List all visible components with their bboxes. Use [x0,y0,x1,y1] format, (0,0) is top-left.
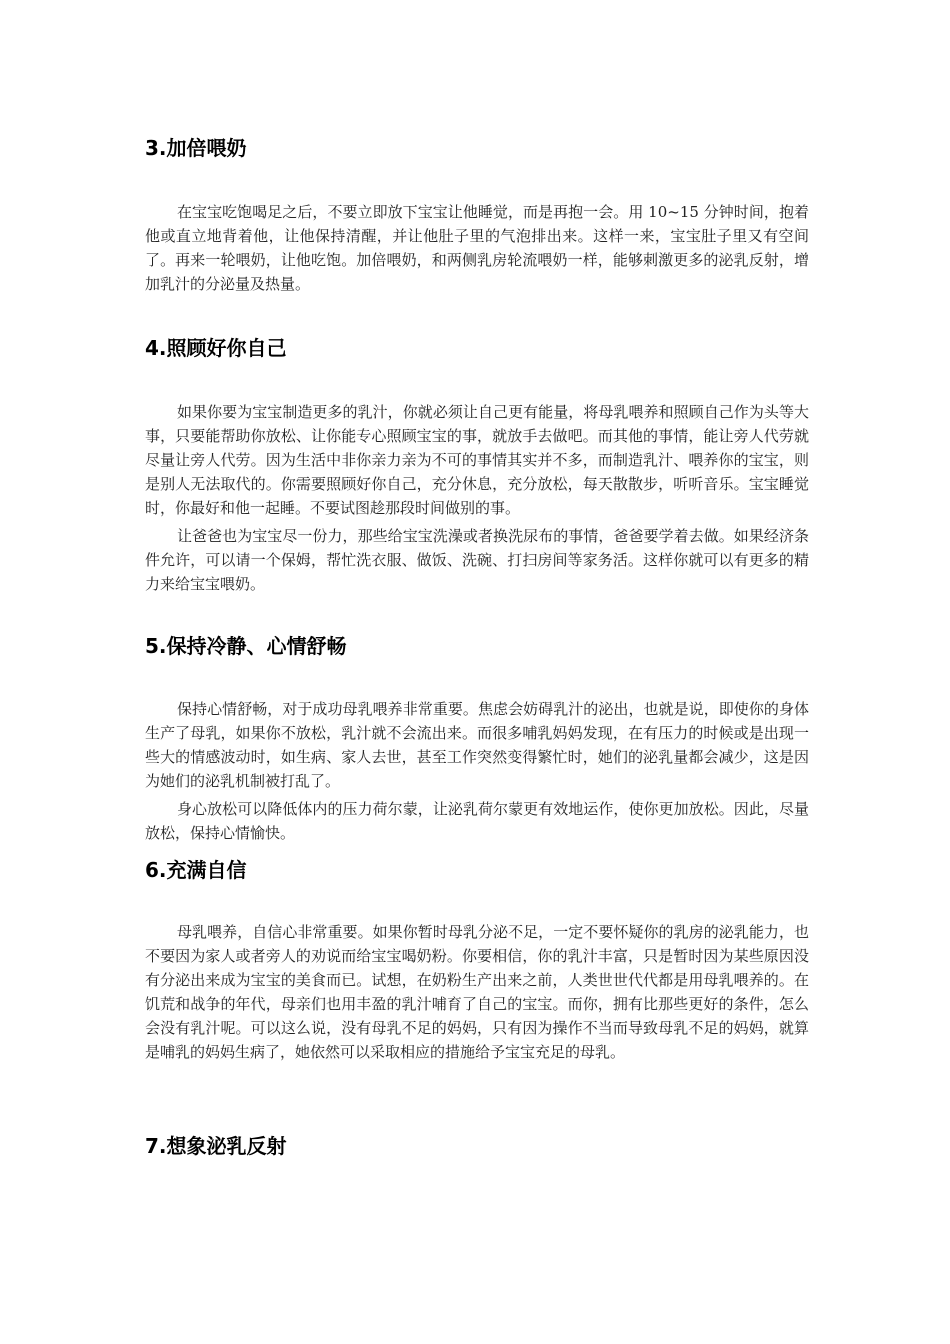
section-5-paragraph-1: 保持心情舒畅，对于成功母乳喂养非常重要。焦虑会妨碍乳汁的泌出，也就是说，即使你的身体生产了母乳，如果你不放松，乳汁就不会流出来。而很多哺乳妈妈发现，在有压力的时候或是出现一些大的情感波动时，如生病、家人去世，甚至工作突然变得繁忙时，她们的泌乳量都会减少，这是因为她们的泌乳机制被打乱了。 [145,700,809,790]
section-heading-7: 7.想象泌乳反射 [145,1134,287,1158]
section-6-paragraph-1: 母乳喂养，自信心非常重要。如果你暂时母乳分泌不足，一定不要怀疑你的乳房的泌乳能力，也不要因为家人或者旁人的劝说而给宝宝喝奶粉。你要相信，你的乳汁丰富，只是暂时因为某些原因没有分泌出来成为宝宝的美食而已。试想，在奶粉生产出来之前，人类世世代代都是用母乳喂养的。在饥荒和战争的年代，母亲们也用丰盈的乳汁哺育了自己的宝宝。而你，拥有比那些更好的条件，怎么会没有乳汁呢。可以这么说，没有母乳不足的妈妈，只有因为操作不当而导致母乳不足的妈妈，就算是哺乳的妈妈生病了，她依然可以采取相应的措施给予宝宝充足的母乳。 [145,923,809,1061]
section-4-paragraph-2: 让爸爸也为宝宝尽一份力，那些给宝宝洗澡或者换洗尿布的事情，爸爸要学着去做。如果经济条件允许，可以请一个保姆，帮忙洗衣服、做饭、洗碗、打扫房间等家务活。这样你就可以有更多的精力来给宝宝喂奶。 [145,527,809,593]
section-3-paragraph-1: 在宝宝吃饱喝足之后，不要立即放下宝宝让他睡觉，而是再抱一会。用 10~15 分钟时间，抱着他或直立地背着他，让他保持清醒，并让他肚子里的气泡排出来。这样一来，宝宝肚子里又有空间了。再来一轮喂奶，让他吃饱。加倍喂奶，和两侧乳房轮流喂奶一样，能够刺激更多的泌乳反射，增加乳汁的分泌量及热量。 [145,203,809,293]
section-5-paragraph-2: 身心放松可以降低体内的压力荷尔蒙，让泌乳荷尔蒙更有效地运作，使你更加放松。因此，尽量放松，保持心情愉快。 [145,800,809,842]
section-heading-5: 5.保持冷静、心情舒畅 [145,634,347,658]
section-4-paragraph-1: 如果你要为宝宝制造更多的乳汁，你就必须让自己更有能量，将母乳喂养和照顾自己作为头等大事，只要能帮助你放松、让你能专心照顾宝宝的事，就放手去做吧。而其他的事情，能让旁人代劳就尽量让旁人代劳。因为生活中非你亲力亲为不可的事情其实并不多，而制造乳汁、喂养你的宝宝，则是别人无法取代的。你需要照顾好你自己，充分休息，充分放松，每天散散步，听听音乐。宝宝睡觉时，你最好和他一起睡。不要试图趁那段时间做别的事。 [145,403,809,517]
section-heading-3: 3.加倍喂奶 [145,136,247,160]
section-heading-4: 4.照顾好你自己 [145,336,287,360]
section-heading-6: 6.充满自信 [145,858,247,882]
